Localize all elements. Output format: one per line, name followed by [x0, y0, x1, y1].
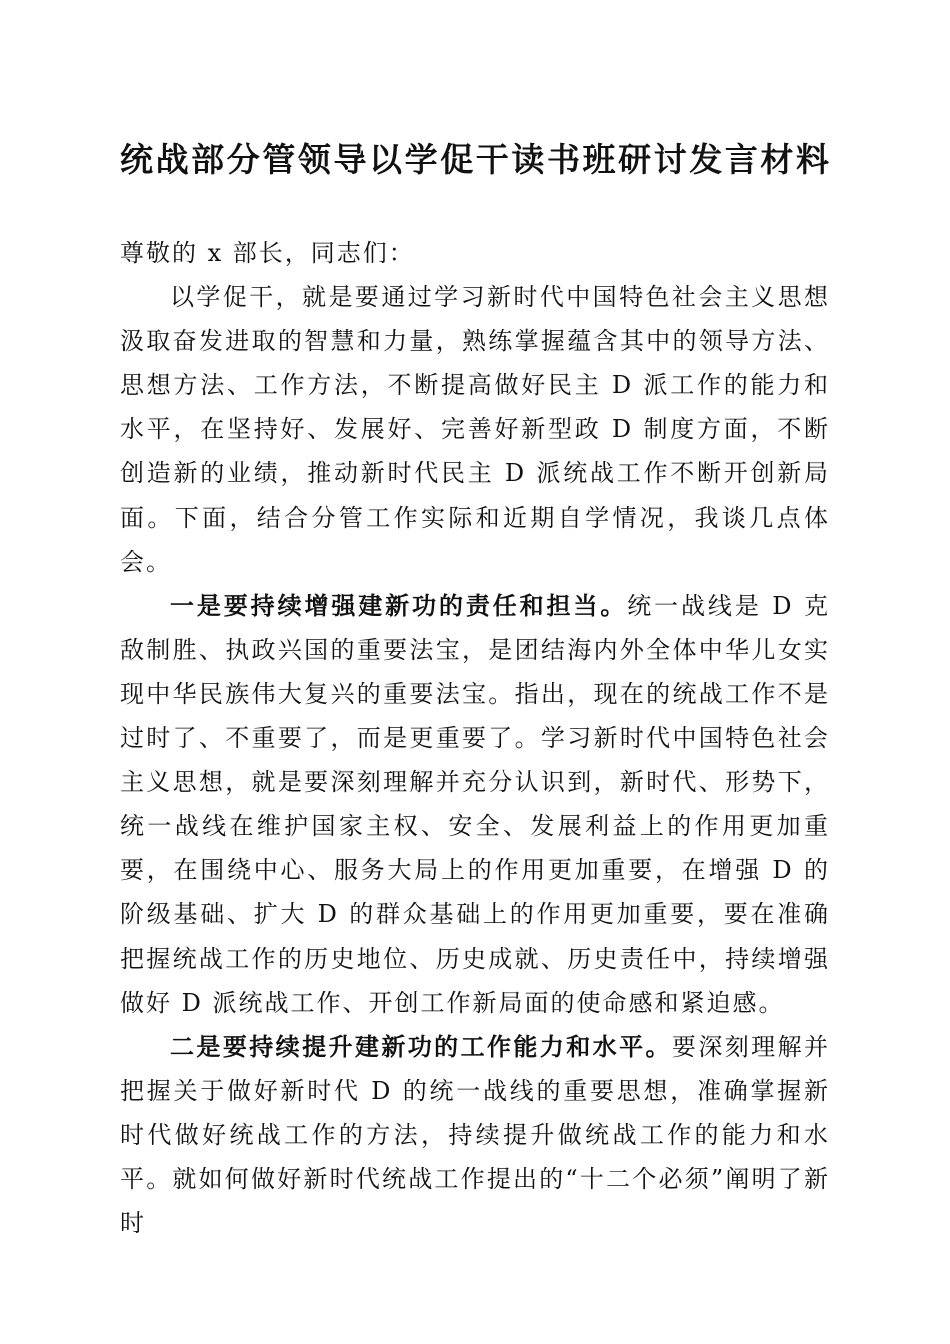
- paragraph-point-one: [120, 584, 830, 1025]
- paragraph-lead: 一是要持续增强建新功的责任和担当。: [170, 590, 628, 620]
- document-body: [120, 231, 830, 1245]
- paragraph-text: 要深刻理解并把握关于做好新时代 D 的统一战线的重要思想，准确掌握新时代做好统战工作的方法，持续提升做统战工作的能力和水平。就如何做好新时代统战工作提出的“十二个必须”阐明了新时: [120, 1032, 831, 1238]
- paragraph-lead: 二是要持续提升建新功的工作能力和水平。: [170, 1031, 672, 1061]
- paragraph-text: 以学促干，就是要通过学习新时代中国特色社会主义思想汲取奋发进取的智慧和力量，熟练掌握蕴含其中的领导方法、思想方法、工作方法，不断提高做好民主 D 派工作的能力和水平，在坚持好、发展好、完善好新型政 D 制度方面，不断创造新的业绩，推动新时代民主 D 派统战工作不断开创新局面。下面，结合分管工作实际和近期自学情况，我谈几点体会。: [120, 283, 830, 576]
- paragraph-intro: [120, 275, 830, 584]
- document-title: 统战部分管领导以学促干读书班研讨发言材料: [120, 140, 830, 179]
- paragraph-point-two: [120, 1025, 830, 1245]
- salutation: 尊敬的 x 部长，同志们：: [120, 239, 415, 267]
- paragraph-text: 统一战线是 D 克敌制胜、执政兴国的重要法宝，是团结海内外全体中华儿女实现中华民族伟大复兴的重要法宝。指出，现在的统战工作不是过时了、不重要了，而是更重要了。学习新时代中国特色社会主义思想，就是要深刻理解并充分认识到，新时代、形势下，统一战线在维护国家主权、安全、发展利益上的作用更加重要，在围绕中心、服务大局上的作用更加重要，在增强 D 的阶级基础、扩大 D 的群众基础上的作用更加重要，要在准确把握统战工作的历史地位、历史成就、历史责任中，持续增强做好 D 派统战工作、开创工作新局面的使命感和紧迫感。: [120, 591, 831, 1017]
